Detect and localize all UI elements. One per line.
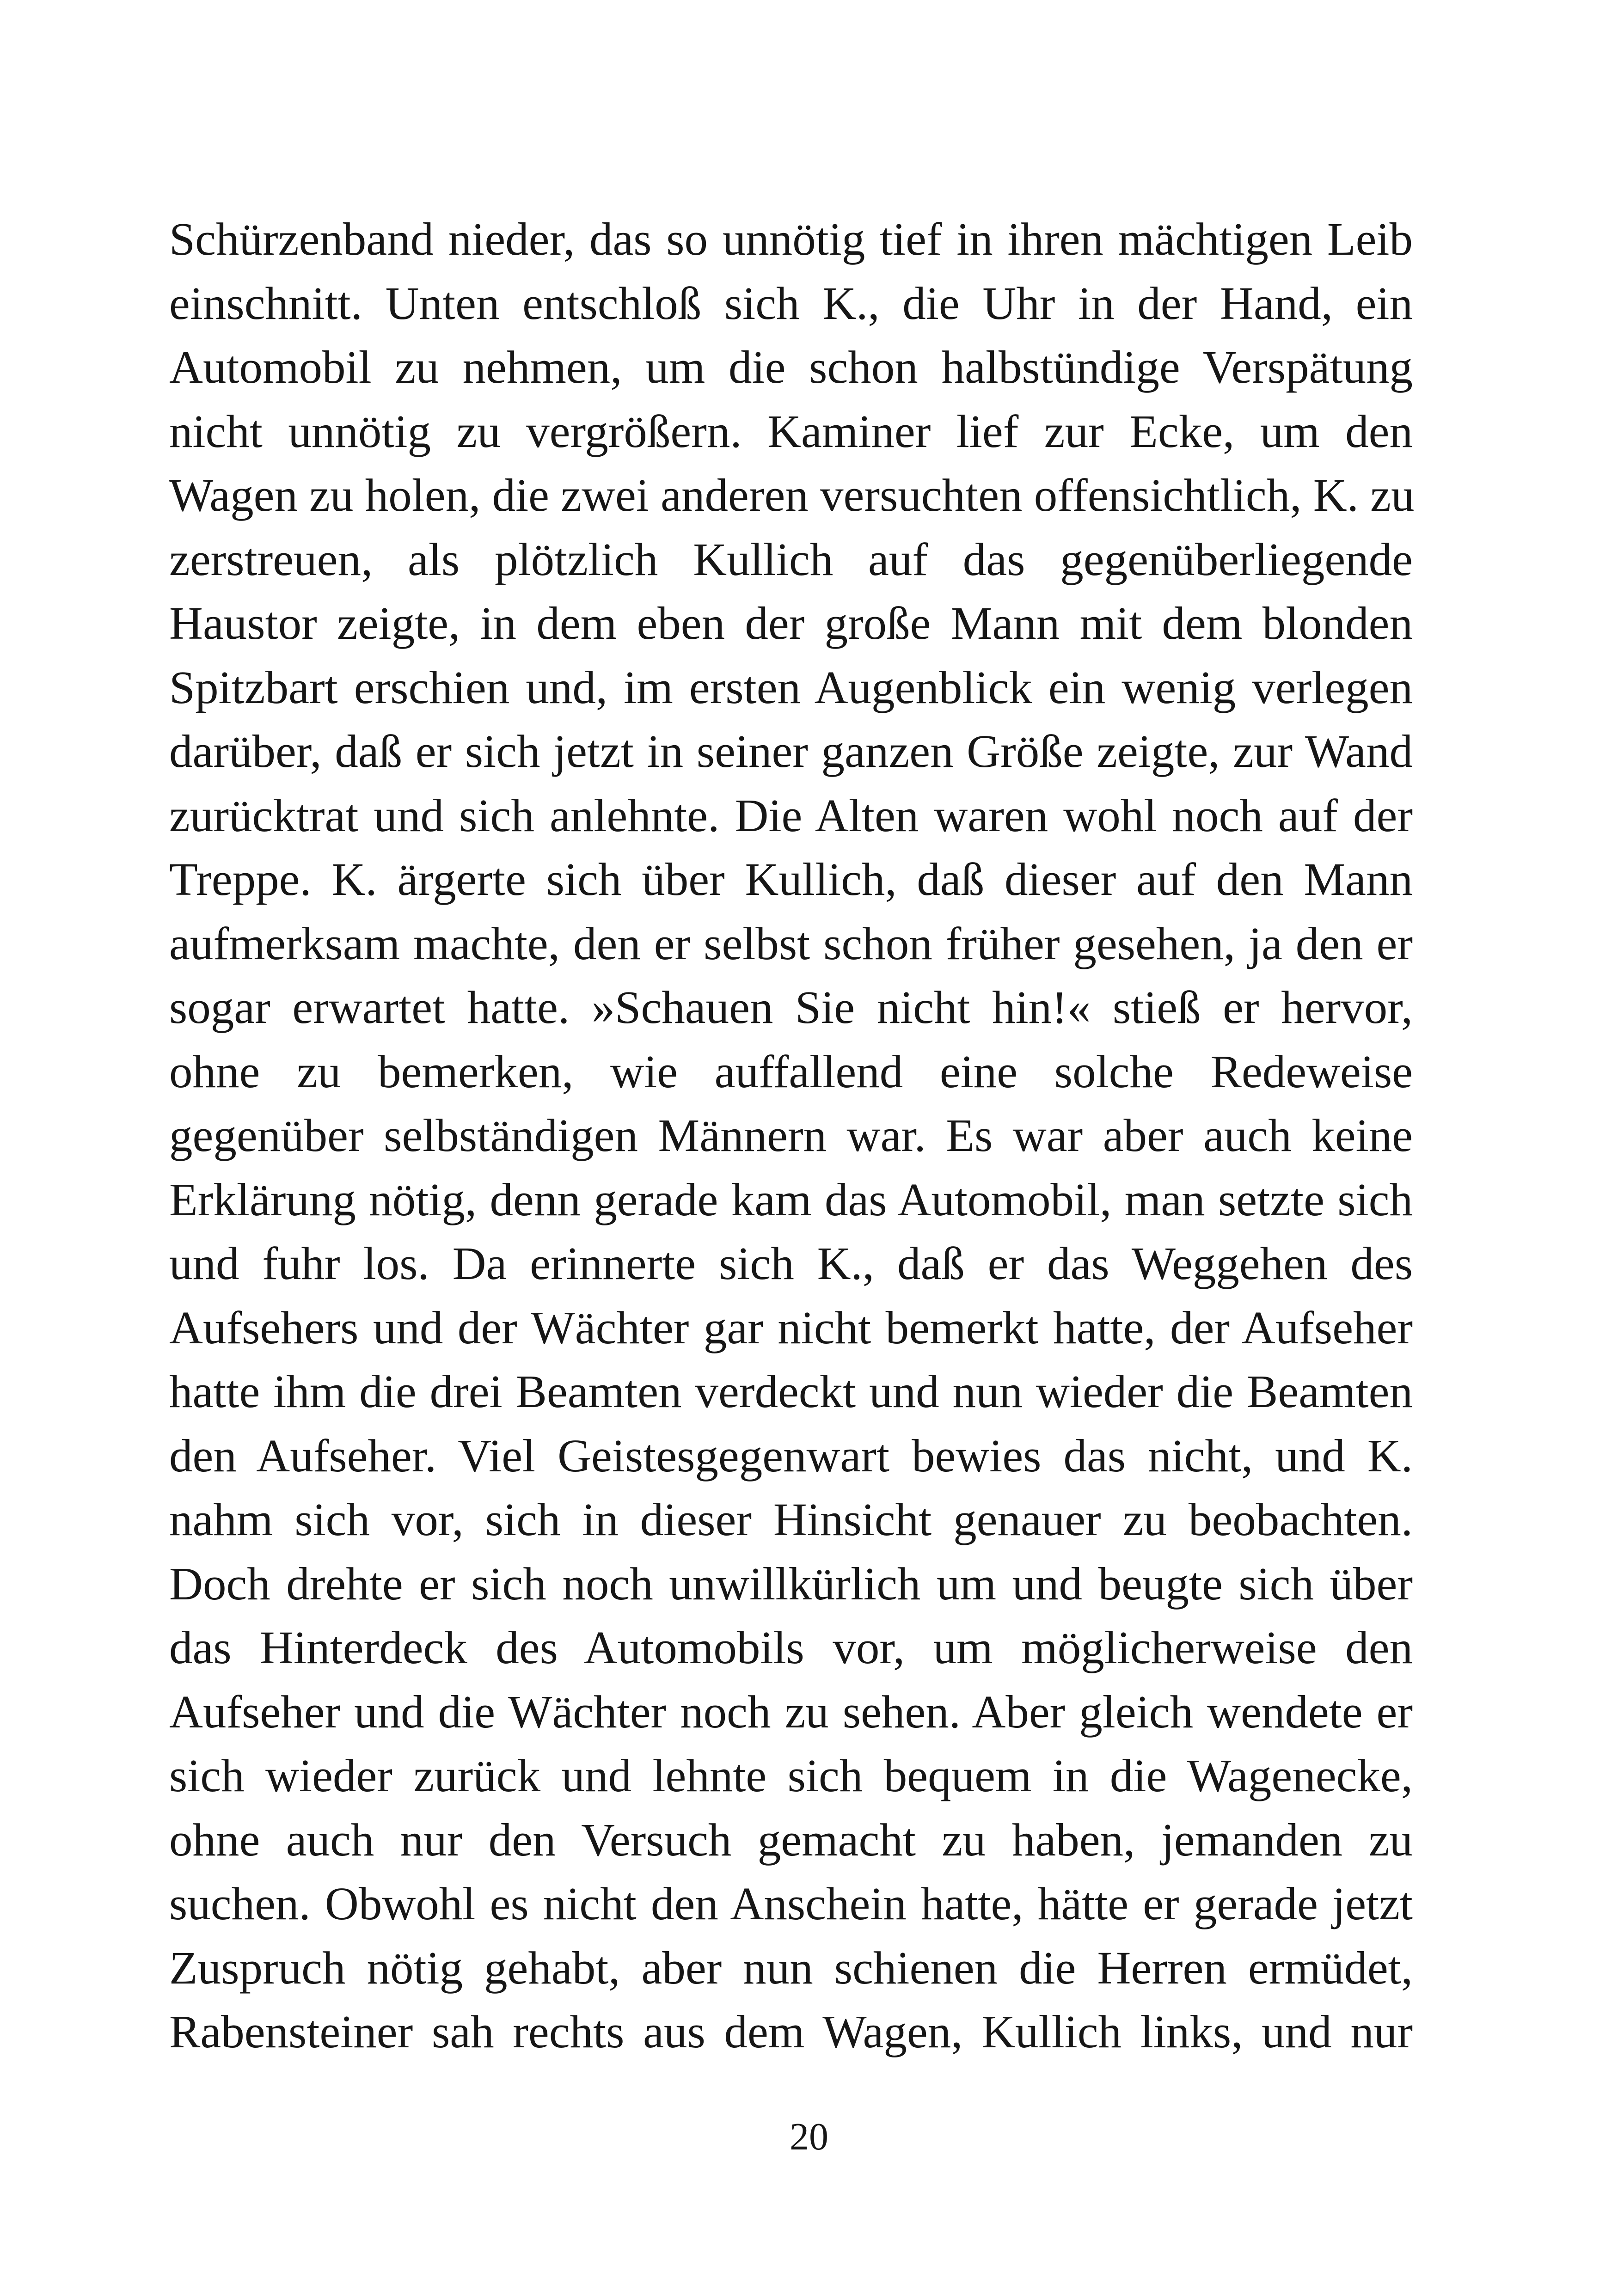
text-line: Aufseher und die Wächter noch zu sehen. Aber gleich wendete er bbox=[169, 1685, 1413, 1738]
text-line: Schürzenband nieder, das so unnötig tief in ihren mächtigen Leib bbox=[169, 213, 1413, 265]
text-line: Treppe. K. ärgerte sich über Kullich, daß dieser auf den Mann bbox=[169, 853, 1413, 905]
text-line: sich wieder zurück und lehnte sich bequem in die Wagenecke, bbox=[169, 1750, 1413, 1801]
text-line: Haustor zeigte, in dem eben der große Mann mit dem blonden bbox=[169, 597, 1413, 649]
body-text bbox=[169, 207, 1413, 2064]
text-line: Spitzbart erschien und, im ersten Augenblick ein wenig verlegen bbox=[169, 661, 1413, 713]
text-line: nahm sich vor, sich in dieser Hinsicht genauer zu beobachten. bbox=[169, 1494, 1413, 1545]
text-line: Erklärung nötig, denn gerade kam das Automobil, man setzte sich bbox=[169, 1173, 1413, 1225]
text-line: ohne auch nur den Versuch gemacht zu haben, jemanden zu bbox=[169, 1813, 1413, 1866]
text-line: aufmerksam machte, den er selbst schon früher gesehen, ja den er bbox=[169, 917, 1413, 969]
text-line: Zuspruch nötig gehabt, aber nun schienen die Herren ermüdet, bbox=[169, 1941, 1413, 1994]
text-line: ohne zu bemerken, wie auffallend eine solche Redeweise bbox=[169, 1045, 1413, 1097]
text-line: das Hinterdeck des Automobils vor, um möglicherweise den bbox=[169, 1622, 1413, 1673]
text-line: darüber, daß er sich jetzt in seiner ganzen Größe zeigte, zur Wand bbox=[169, 725, 1413, 777]
text-line: Rabensteiner sah rechts aus dem Wagen, Kullich links, und nur bbox=[169, 2006, 1413, 2057]
text-line: Automobil zu nehmen, um die schon halbstündige Verspätung bbox=[169, 341, 1413, 393]
text-line: Wagen zu holen, die zwei anderen versuchten offensichtlich, K. zu bbox=[169, 469, 1415, 521]
text-line: Aufsehers und der Wächter gar nicht bemerkt hatte, der Aufseher bbox=[169, 1301, 1413, 1353]
text-line: nicht unnötig zu vergrößern. Kaminer lief zur Ecke, um den bbox=[169, 405, 1413, 457]
text-line: zerstreuen, als plötzlich Kullich auf das gegenüberliegende bbox=[169, 533, 1413, 585]
text-line: Doch drehte er sich noch unwillkürlich um und beugte sich über bbox=[169, 1557, 1413, 1610]
text-line: den Aufseher. Viel Geistesgegenwart bewies das nicht, und K. bbox=[169, 1429, 1413, 1482]
text-line: zurücktrat und sich anlehnte. Die Alten waren wohl noch auf der bbox=[169, 789, 1413, 841]
text-line: suchen. Obwohl es nicht den Anschein hatte, hätte er gerade jetzt bbox=[169, 1878, 1413, 1929]
page-number: 20 bbox=[790, 2115, 828, 2158]
text-line: einschnitt. Unten entschloß sich K., die Uhr in der Hand, ein bbox=[169, 277, 1413, 329]
text-line: und fuhr los. Da erinnerte sich K., daß er das Weggehen des bbox=[169, 1237, 1413, 1289]
text-line: sogar erwartet hatte. »Schauen Sie nicht hin!« stieß er hervor, bbox=[169, 981, 1413, 1033]
text-line: hatte ihm die drei Beamten verdeckt und nun wieder die Beamten bbox=[169, 1365, 1413, 1417]
text-line: gegenüber selbständigen Männern war. Es war aber auch keine bbox=[169, 1109, 1413, 1161]
